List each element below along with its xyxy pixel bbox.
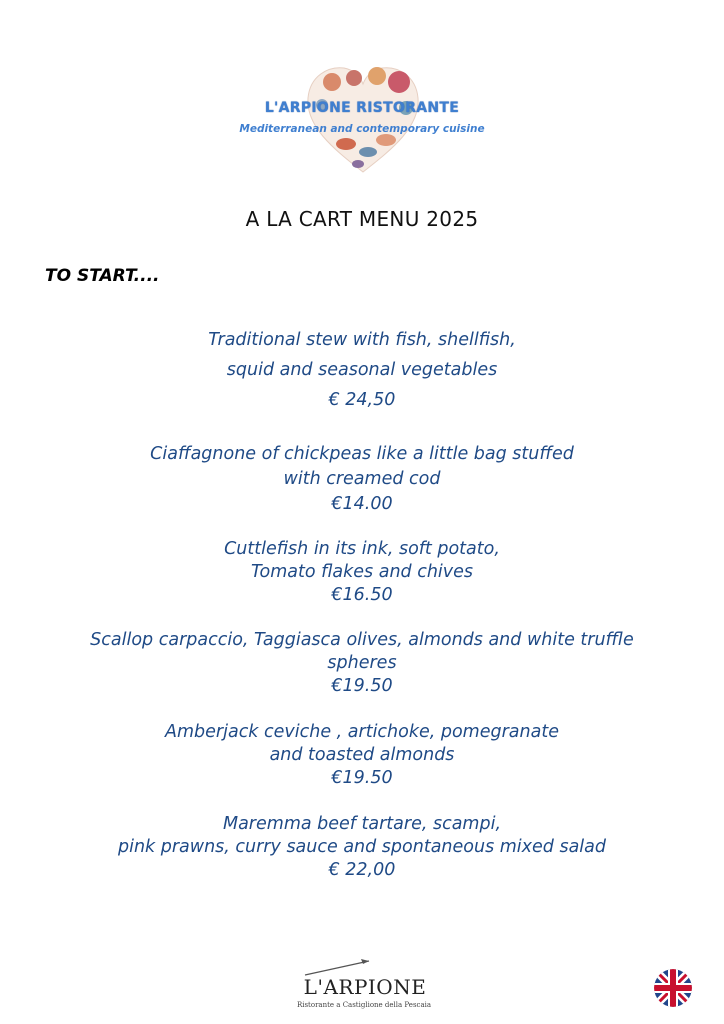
dish-line: Tomato flakes and chives — [250, 562, 474, 582]
dish-line: Cuttlefish in its ink, soft potato, — [224, 539, 500, 559]
dish-line: spheres — [327, 653, 397, 673]
seafood-heart-icon — [302, 60, 424, 178]
menu-title: A LA CART MENU 2025 — [245, 207, 479, 231]
dish-item — [0, 629, 724, 698]
dish-line: Amberjack ceviche , artichoke, pomegranate — [165, 722, 559, 742]
dish-price: € 24,50 — [328, 390, 396, 410]
dish-line: squid and seasonal vegetables — [226, 360, 498, 380]
dish-price: €19.50 — [331, 676, 393, 696]
dish-price: €19.50 — [331, 768, 393, 788]
footer-logo — [283, 955, 443, 1015]
dish-line: Scallop carpaccio, Taggiasca olives, almonds and white truffle — [90, 630, 634, 650]
footer-logo-subtitle: Ristorante a Castiglione della Pescaia — [296, 1001, 432, 1009]
dish-price: €14.00 — [331, 494, 393, 514]
brand-title: L'ARPIONE RISTORANTE — [264, 100, 460, 116]
dish-line: Maremma beef tartare, scampi, — [222, 814, 502, 834]
dish-line: Traditional stew with fish, shellfish, — [208, 330, 516, 350]
dish-price: € 22,00 — [328, 860, 396, 880]
dish-line: Ciaffagnone of chickpeas like a little bag stuffed — [150, 444, 574, 464]
dish-line: with creamed cod — [283, 469, 441, 489]
dish-item — [0, 325, 724, 415]
dish-item — [0, 538, 724, 607]
restaurant-header-logo — [210, 60, 514, 182]
dish-item — [0, 721, 724, 790]
dish-price: €16.50 — [331, 585, 393, 605]
uk-flag-icon[interactable] — [654, 969, 692, 1007]
section-title: TO START.... — [45, 266, 160, 286]
dish-item — [0, 442, 724, 517]
dish-item — [0, 813, 724, 882]
brand-subtitle: Mediterranean and contemporary cuisine — [239, 123, 485, 135]
dish-line: and toasted almonds — [269, 745, 455, 765]
dish-line: pink prawns, curry sauce and spontaneous mixed salad — [117, 837, 606, 857]
footer-logo-name: L'ARPIONE — [303, 975, 427, 999]
